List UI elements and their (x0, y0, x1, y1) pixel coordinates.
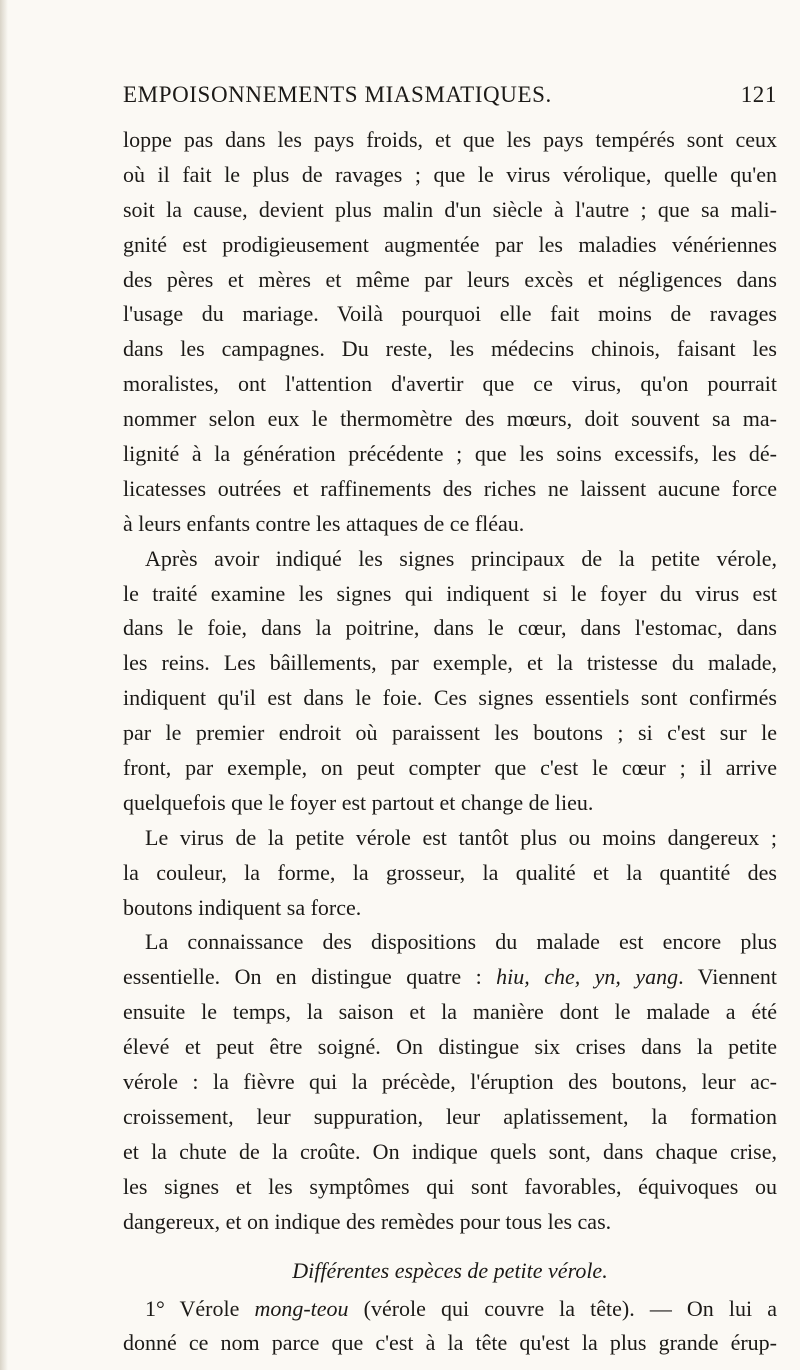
text-segment: essentielle. On en distingue quatre : (123, 964, 497, 990)
chinese-terms: hiu, che, yn, yang (496, 964, 679, 990)
text-line: licatesses outrées et raffinements des riches ne laissent aucune force (123, 475, 777, 501)
text-line: quelquefois que le foyer est partout et change de lieu. (123, 789, 594, 815)
text-line: La connaissance des dispositions du malade est encore plus (145, 929, 777, 955)
text-line: Après avoir indiqué les signes principaux de la petite vérole, (145, 545, 777, 571)
text-line: ensuite le temps, la saison et la manière dont le malade a été (123, 999, 777, 1025)
text-line: et la chute de la croûte. On indique quels sont, dans chaque crise, (123, 1138, 777, 1164)
running-head-title: EMPOISONNEMENTS MIASMATIQUES. (123, 82, 552, 107)
text-line: à leurs enfants contre les attaques de ce fléau. (123, 510, 525, 536)
paragraph-3 (123, 821, 777, 926)
page-number: 121 (740, 82, 777, 107)
text-line: dans les campagnes. Du reste, les médecins chinois, faisant les (123, 336, 777, 362)
text-line (123, 960, 777, 995)
paragraph-2 (123, 542, 777, 821)
page-binding-edge (0, 0, 8, 1370)
section-heading: Différentes espèces de petite vérole. (292, 1257, 608, 1283)
text-line: boutons indiquent sa force. (123, 894, 362, 920)
text-line: des pères et mères et même par leurs excès et négligences dans (123, 266, 777, 292)
text-line: Le virus de la petite vérole est tantôt plus ou moins dangereux ; (145, 824, 777, 850)
text-line: moralistes, ont l'attention d'avertir que ce virus, qu'on pourrait (123, 371, 777, 397)
variety-name: mong-teou (254, 1295, 349, 1321)
text-line: dangereux, et on indique des remèdes pour tous les cas. (123, 1208, 612, 1234)
paragraph-4 (123, 925, 777, 1239)
text-line: croissement, leur suppuration, leur aplatissement, la formation (123, 1103, 777, 1129)
text-line: les signes et les symptômes qui sont favorables, équivoques ou (123, 1173, 777, 1199)
text-line: dans le foie, dans la poitrine, dans le cœur, dans l'estomac, dans (123, 615, 777, 641)
text-line: l'usage du mariage. Voilà pourquoi elle fait moins de ravages (123, 301, 777, 327)
text-line (123, 1292, 777, 1327)
text-segment: (vérole qui couvre la tête). — On lui a (348, 1295, 777, 1321)
paragraph-1 (123, 123, 777, 542)
text-line: où il fait le plus de ravages ; que le virus vérolique, quelle qu'en (123, 161, 777, 187)
text-line: nommer selon eux le thermomètre des mœurs, doit souvent sa ma- (123, 406, 777, 432)
text-line: les reins. Les bâillements, par exemple, et la tristesse du malade, (123, 650, 777, 676)
text-line: lignité à la génération précédente ; que les soins excessifs, les dé- (123, 441, 777, 467)
text-line: le traité examine les signes qui indiquent si le foyer du virus est (123, 580, 777, 606)
text-line: soit la cause, devient plus malin d'un siècle à l'autre ; que sa mali- (123, 196, 777, 222)
text-segment: . Viennent (678, 964, 777, 990)
text-line: gnité est prodigieusement augmentée par les maladies vénériennes (123, 231, 777, 257)
text-line: vérole : la fièvre qui la précède, l'éruption des boutons, leur ac- (123, 1069, 777, 1095)
text-segment: 1° Vérole (145, 1295, 255, 1321)
text-line: indiquent qu'il est dans le foie. Ces signes essentiels sont confirmés (123, 685, 777, 711)
body-text (123, 123, 777, 1361)
text-line: élevé et peut être soigné. On distingue six crises dans la petite (123, 1034, 777, 1060)
text-line: loppe pas dans les pays froids, et que les pays tempérés sont ceux (123, 127, 777, 152)
text-line: front, par exemple, on peut compter que c'est le cœur ; il arrive (123, 755, 777, 781)
running-head (123, 82, 777, 118)
text-line: par le premier endroit où paraissent les boutons ; si c'est sur le (123, 720, 777, 746)
paragraph-5 (123, 1292, 777, 1362)
text-line: la couleur, la forme, la grosseur, la qualité et la quantité des (123, 859, 777, 885)
text-line: donné ce nom parce que c'est à la tête qu'est la plus grande érup- (123, 1330, 777, 1356)
